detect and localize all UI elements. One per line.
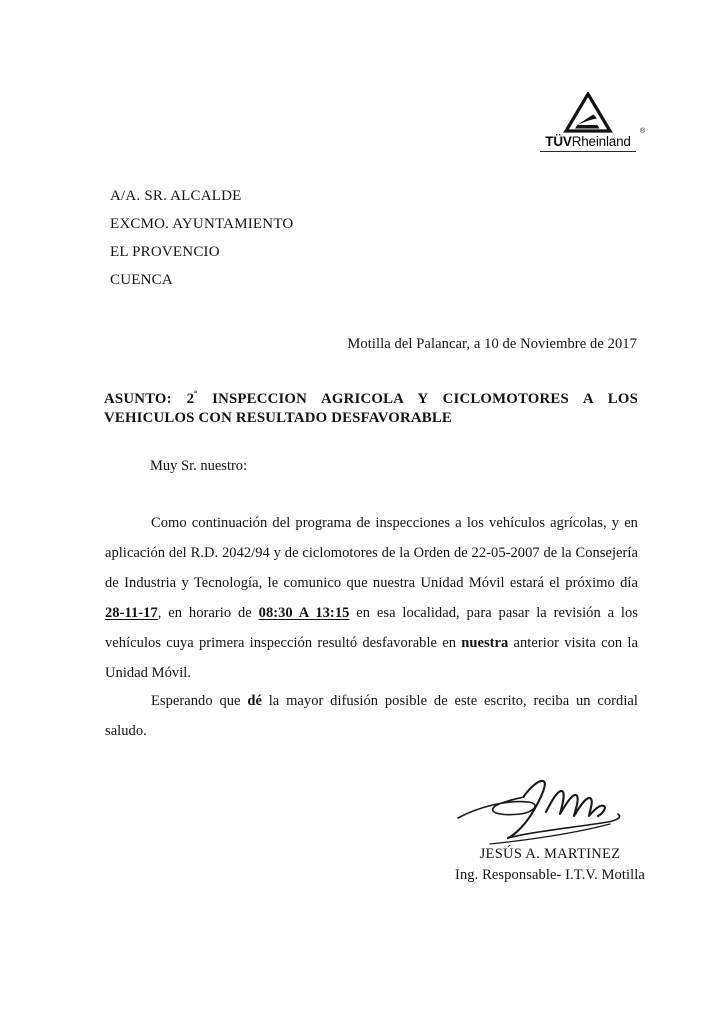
subject-ordinal: $2^ª$ <box>186 389 198 407</box>
paragraph-segment: la mayor difusión posible de este escrito, reciba un cordial saludo. <box>105 693 638 739</box>
signature-block <box>400 772 700 884</box>
signatory-title: Ing. Responsable- I.T.V. Motilla <box>455 867 645 883</box>
paragraph-emphasis: dé <box>247 693 262 709</box>
tuv-rheinland-logo <box>533 92 643 152</box>
registered-mark-icon: ® <box>640 128 645 135</box>
logo-brand-secondary: Rheinland <box>571 134 631 149</box>
body-paragraph-2 <box>105 686 638 746</box>
addressee-line: CUENCA <box>110 272 173 288</box>
addressee-line: EL PROVENCIO <box>110 244 220 260</box>
visit-date-value: 28-11-17 <box>105 605 158 621</box>
handwritten-signature-icon <box>450 772 650 848</box>
logo-underline-rule <box>540 151 636 152</box>
paragraph-segment: anterior visita con la Unidad Móvil. <box>105 635 638 681</box>
triangle-logo-icon <box>563 92 613 134</box>
paragraph-segment: , en horario de <box>157 605 259 621</box>
paragraph-segment: Como continuación del programa de inspecciones a los vehículos agrícolas, y en aplicación del R.D. 2042/94 y de ciclomotores de la Orden de 22-05-2007 de la Consejería de Industria y Tecnología, le comunico que nuestra Unidad Móvil estará el próximo día <box>105 515 638 591</box>
logo-wordmark <box>533 128 645 149</box>
subject-heading <box>104 390 638 428</box>
paragraph-segment: Esperando que <box>151 693 248 709</box>
salutation: Muy Sr. nuestro: <box>150 458 248 474</box>
subject-text: INSPECCION AGRICOLA Y CICLOMOTORES A LOS VEHICULOS CON RESULTADO DESFAVORABLE <box>104 391 639 426</box>
logo-brand-primary: TÜV <box>545 134 572 149</box>
addressee-line: A/A. SR. ALCALDE <box>110 188 242 204</box>
subject-ordinal-suffix: ª <box>194 389 198 401</box>
dateline: Motilla del Palancar, a 10 de Noviembre de 2017 <box>347 336 637 352</box>
visit-hours-value: 08:30 A 13:15 <box>258 605 350 621</box>
body-paragraph-1 <box>105 508 638 688</box>
signatory-name: JESÚS A. MARTINEZ <box>479 846 621 862</box>
paragraph-segment: en esa localidad, para pasar la revisión a los vehículos cuya primera inspección resultó desfavorable en <box>105 605 638 651</box>
subject-label: ASUNTO: <box>104 391 172 407</box>
paragraph-emphasis: nuestra <box>461 635 509 651</box>
addressee-line: EXCMO. AYUNTAMIENTO <box>110 216 294 232</box>
addressee-block <box>110 182 530 294</box>
